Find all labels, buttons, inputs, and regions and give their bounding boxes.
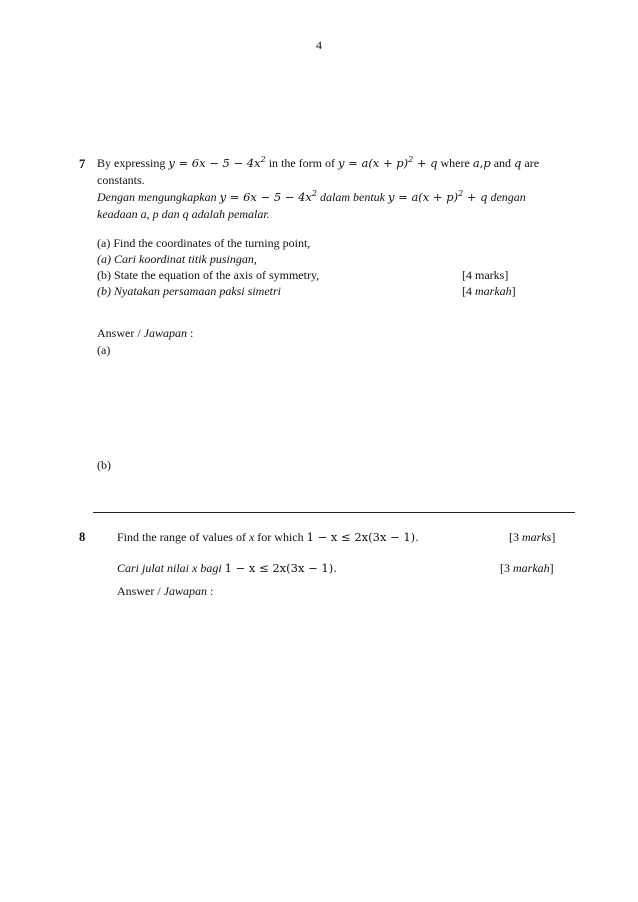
q7-ms-text-2: dalam bentuk [320,190,385,204]
q8-en-var: x [248,530,255,544]
section-divider [93,512,575,513]
page-number: 4 [316,38,322,52]
question-8-number: 8 [79,530,86,544]
q8-marks-en: [3 marks] [509,530,556,544]
q8-inequality-ms: 1 − x ≤ 2x(3x − 1). [224,561,337,575]
q7-english-statement [97,156,539,171]
q7-math-form: $y = a(x + p)^2 + q$ [338,155,438,170]
q7-part-b-ms: (b) Nyatakan persamaan paksi simetri [97,284,281,298]
q7-ms-math-y-expr: $y = 6x - 5 - 4x^2$ [219,189,317,204]
q8-en-text: Find the range of values of [117,530,246,544]
q7-part-a-ms: (a) Cari koordinat titik pusingan, [97,252,257,266]
q7-math-ap: a,p [472,156,491,170]
q7-answer-a: (a) [97,343,111,357]
q8-ms-text: Cari julat nilai x bagi [117,561,222,575]
q7-math-q: q [514,156,522,170]
q8-english-statement [117,530,419,545]
q7-en-text-4: and [493,156,512,170]
q7-en-text-5: are [524,156,540,170]
q7-ms-text-3: dengan [490,190,526,204]
q7-en-text-1: By expressing [97,156,166,170]
q7-en-line2: constants. [97,173,145,187]
q7-en-text-2: in the form of [268,156,336,170]
q8-marks-ms: [3 markah] [500,561,554,575]
q8-answer-label: Answer / Jawapan : [117,584,214,598]
q7-part-a-en: (a) Find the coordinates of the turning point, [97,236,311,250]
q8-malay-statement [117,561,337,576]
question-7-number: 7 [79,157,86,171]
q7-math-y-expr: $y = 6x - 5 - 4x^2$ [168,155,266,170]
q8-en-for: for which [257,530,304,544]
q7-marks-ms: [4 markah] [462,284,516,298]
q7-ms-text-1: Dengan mengungkapkan [97,190,217,204]
q7-marks-en: [4 marks] [462,268,509,282]
q8-inequality-en: 1 − x ≤ 2x(3x − 1). [306,530,419,544]
q7-ms-line2: keadaan a, p dan q adalah pemalar. [97,207,270,221]
q7-part-b-en: (b) State the equation of the axis of symmetry, [97,268,320,282]
q7-ms-math-form: $y = a(x + p)^2 + q$ [388,189,488,204]
q7-answer-b: (b) [97,458,111,472]
q7-malay-statement [97,190,526,205]
q7-answer-label: Answer / Jawapan : [97,326,194,340]
q7-en-text-3: where [440,156,470,170]
